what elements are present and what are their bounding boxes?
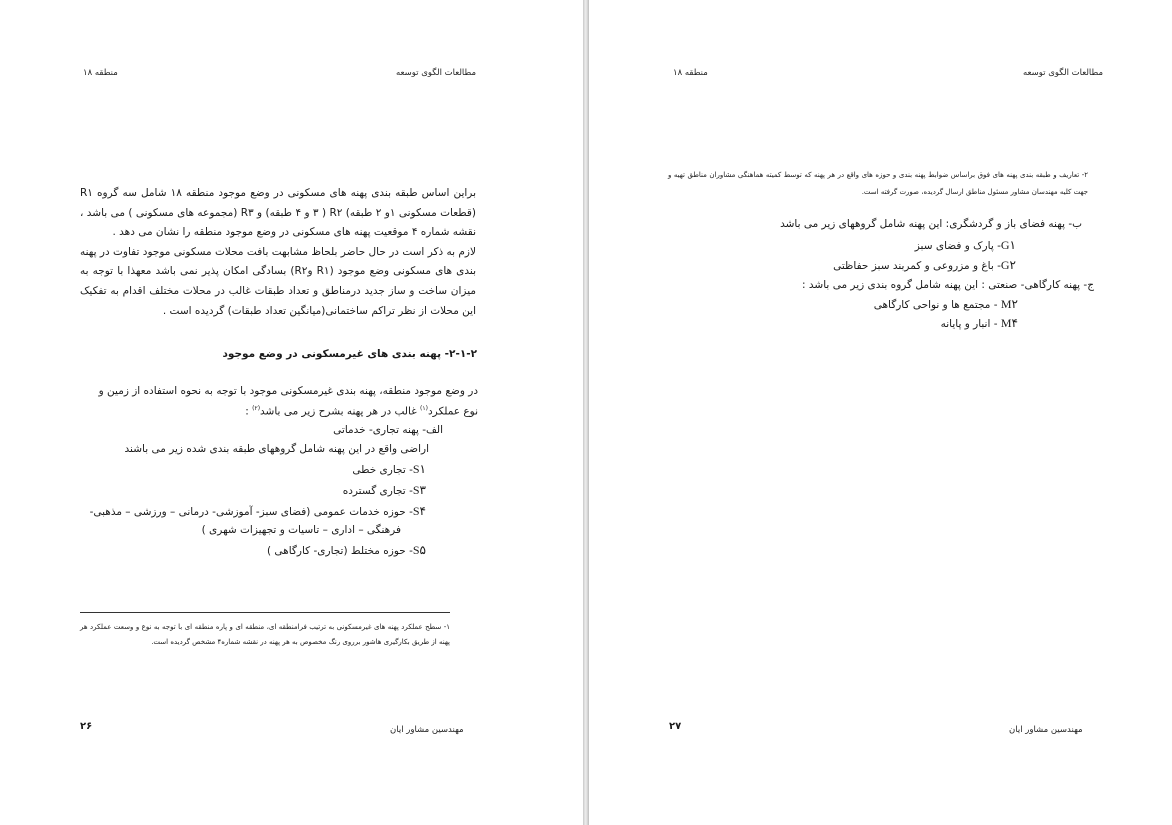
- footnote-2: ۲- تعاریف و طبقه بندی پهنه های فوق براساس ضوابط پهنه بندی و حوزه های واقع در هر پهنه که توسط کمیته هماهنگی مشاوران مناطق تهیه و جهت کلیه مهندسان مشاور مسئول مناطق ارسال گردیده، صورت گرفته است.: [668, 171, 1088, 196]
- body-intro: [80, 184, 476, 321]
- g1-text: - پارک و فضای سبز: [914, 240, 1001, 252]
- s4-text-cont: فرهنگی – اداری – تاسیات و تجهیزات شهری ): [201, 524, 401, 536]
- para3-text-b: غالب در هر پهنه بشرح زیر می باشد: [260, 405, 421, 418]
- s4-code: S۴: [412, 504, 426, 518]
- s3-text: - تجاری گسترده: [342, 485, 413, 497]
- s5-code: S۵: [412, 543, 426, 557]
- para3-text-a: نوع عملکرد: [427, 405, 478, 418]
- page-footer: مهندسین مشاور ایان: [1009, 725, 1083, 735]
- second-paragraph: لازم به ذکر است در حال حاضر بلحاظ مشابهت بافت محلات مسکونی موجود تفاوت در پهنه بندی های مسکونی وضع موجود (R۱ وR۲) بسادگی امکان پذیر نمی باشد معهذا با توجه به میزان ساخت و ساز جدید درمناطق و تعداد طبقات غالب در محلات مختلف اقدام به تفکیک این محلات از نظر تراکم ساختمانی(میانگین تعداد طبقات) گردیده است .: [80, 245, 476, 317]
- g2-code: G۲: [1000, 258, 1016, 272]
- footnote-1: ۱- سطح عملکرد پهنه های غیرمسکونی به ترتیب فرامنطقه ای، منطقه ای و پاره منطقه ای با توجه به نوع و وسعت عملکرد هر پهنه از طریق بکارگیری هاشور برروی رنگ مخصوص به هر پهنه در نقشه شماره۴ مشخص گردیده است.: [80, 623, 450, 646]
- footnote-divider: [80, 612, 450, 613]
- footnote-ref-1: (۱): [420, 405, 428, 412]
- g2-text: - باغ و مزروعی و کمربند سبز حفاظتی: [833, 260, 1001, 272]
- s4-text: - حوزه خدمات عمومی (فضای سبز- آموزشی- درمانی – ورزشی – مذهبی-: [89, 506, 413, 518]
- m2-item: [874, 295, 1018, 314]
- s1-text: - تجاری خطی: [352, 464, 413, 476]
- s1-item: [352, 460, 426, 479]
- m2-text: - مجتمع ها و نواحی کارگاهی: [873, 299, 1001, 311]
- header-title: مطالعات الگوی توسعه: [1023, 68, 1104, 78]
- left-page: [0, 0, 583, 825]
- m4-code: M۴: [1000, 316, 1018, 330]
- footnote-ref-2: (۲): [252, 405, 261, 412]
- intro-paragraph: براین اساس طبقه بندی پهنه های مسکونی در وضع موجود منطقه ۱۸ شامل سه گروه R۱ (قطعات مسکونی ۱و ۲ طبقه) R۲ ( ۳ و ۴ طبقه) و R۳ (مجموعه های مسکونی ) می باشد ، نقشه شماره ۴ موقعیت پهنه های مسکونی در وضع موجود منطقه را نشان می دهد .: [80, 187, 477, 239]
- s5-item: [267, 541, 426, 560]
- item-be: ب- پهنه فضای باز و گردشگری: این پهنه شامل گروههای زیر می باشد: [780, 218, 1082, 230]
- item-jim: ج- پهنه کارگاهی- صنعتی : این پهنه شامل گروه بندی زیر می باشد :: [802, 279, 1094, 291]
- m4-text: - انبار و پایانه: [940, 318, 1001, 330]
- item-alef: الف- پهنه تجاری- خدماتی: [333, 424, 443, 436]
- item-alef-desc: اراضی واقع در این پهنه شامل گروههای طبقه بندی شده زیر می باشند: [124, 443, 429, 455]
- page-number: ۲۶: [80, 721, 93, 732]
- m4-item: [941, 314, 1018, 333]
- g2-item: [833, 256, 1016, 275]
- para3-line1: در وضع موجود منطقه، پهنه بندی غیرمسکونی موجود با توجه به نحوه استفاده از زمین و: [98, 385, 478, 397]
- s3-item: [343, 481, 426, 500]
- s1-code: S۱: [412, 462, 426, 476]
- s5-text: - حوزه مختلط (تجاری- کارگاهی ): [266, 545, 413, 557]
- section-heading: ۲-۱-۲- پهنه بندی های غیرمسکونی در وضع موجود: [222, 348, 477, 360]
- g1-item: [915, 236, 1016, 255]
- page-footer: مهندسین مشاور ایان: [390, 725, 464, 735]
- page-number: ۲۷: [669, 721, 682, 732]
- s4-item: [90, 502, 426, 521]
- g1-code: G۱: [1000, 238, 1016, 252]
- header-title: مطالعات الگوی توسعه: [396, 68, 477, 78]
- para3-text-c: :: [245, 405, 253, 418]
- s3-code: S۳: [412, 483, 426, 497]
- header-region: منطقه ۱۸: [673, 68, 708, 78]
- right-page: [589, 0, 1172, 825]
- para3-line2: [245, 400, 478, 421]
- header-region: منطقه ۱۸: [83, 68, 118, 78]
- m2-code: M۲: [1000, 297, 1018, 311]
